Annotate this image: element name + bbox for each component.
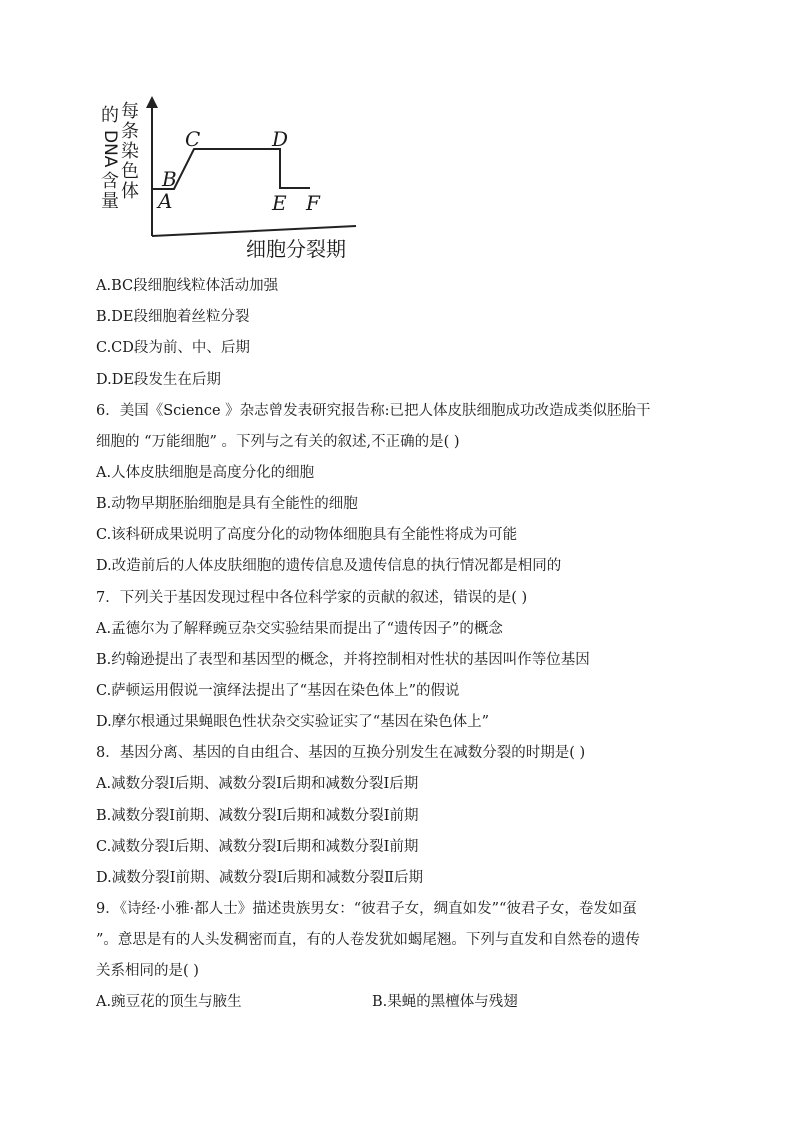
- y-label-char: 染: [121, 141, 139, 162]
- q7-option-d: D.摩尔根通过果蝇眼色性状杂交实验证实了“基因在染色体上”: [96, 714, 490, 730]
- q6-option-b: B.动物早期胚胎细胞是具有全能性的细胞: [96, 496, 358, 512]
- q6-option-a: A.人体皮肤细胞是高度分化的细胞: [96, 465, 315, 481]
- q9-stem-line3: 关系相同的是( ): [96, 963, 199, 979]
- q8-option-a: A.减数分裂Ⅰ后期、减数分裂Ⅰ后期和减数分裂Ⅰ后期: [96, 776, 419, 792]
- y-label-char: 的: [101, 105, 119, 126]
- point-a-label: A: [158, 189, 173, 213]
- q5-option-b: B.DE段细胞着丝粒分裂: [96, 309, 250, 325]
- q5-option-d: D.DE段发生在后期: [96, 372, 221, 388]
- y-label-char: DNA: [100, 130, 120, 168]
- q7-option-a: A.孟德尔为了解释豌豆杂交实验结果而提出了“遗传因子”的概念: [96, 621, 503, 637]
- x-axis: [152, 226, 356, 236]
- y-axis-label-col1: [100, 106, 120, 212]
- q7-option-c: C.萨顿运用假说一演绎法提出了“基因在染色体上”的假说: [96, 683, 460, 699]
- q8-option-c: C.减数分裂Ⅰ后期、减数分裂Ⅰ后期和减数分裂Ⅰ前期: [96, 839, 419, 855]
- q6-stem-line2: 细胞的 “万能细胞” 。下列与之有关的叙述,不正确的是( ): [96, 434, 460, 450]
- point-d-label: D: [272, 127, 289, 151]
- q6-stem-line1: 6．美国《Science 》杂志曾发表研究报告称:已把人体皮肤细胞成功改造成类似胚胎干: [96, 403, 651, 419]
- point-e-label: E: [272, 191, 287, 215]
- q6-option-c: C.该科研成果说明了高度分化的动物体细胞具有全能性将成为可能: [96, 527, 518, 543]
- point-f-label: F: [306, 191, 320, 215]
- q6-option-d: D.改造前后的人体皮肤细胞的遗传信息及遗传信息的执行情况都是相同的: [96, 558, 562, 574]
- dna-content-graph: [96, 96, 366, 266]
- point-c-label: C: [185, 127, 201, 151]
- q9-stem-line2: ”。意思是有的人头发稠密而直，有的人卷发犹如蝎尾翘。下列与直发和自然卷的遗传: [96, 932, 640, 948]
- q8-option-d: D.减数分裂Ⅰ前期、减数分裂Ⅰ后期和减数分裂Ⅱ后期: [96, 870, 424, 886]
- y-label-char: 色: [121, 161, 139, 182]
- y-axis-label-col2: [120, 102, 140, 202]
- x-axis-label: 细胞分裂期: [246, 237, 346, 261]
- q8-option-b: B.减数分裂Ⅰ前期、减数分裂Ⅰ后期和减数分裂Ⅰ前期: [96, 808, 419, 824]
- q7-stem: 7．下列关于基因发现过程中各位科学家的贡献的叙述，错误的是( ): [96, 590, 528, 606]
- y-label-char: 量: [101, 191, 119, 212]
- q5-option-c: C.CD段为前、中、后期: [96, 340, 250, 356]
- q5-option-a: A.BC段细胞线粒体活动加强: [96, 278, 279, 294]
- point-b-label: B: [162, 167, 177, 191]
- q9-stem-line1: 9．《诗经·小雅·都人士》描述贵族男女：“彼君子女，绸直如发”“彼君子女，卷发如虿: [96, 901, 637, 917]
- y-label-char: 含: [101, 171, 119, 192]
- q7-option-b: B.约翰逊提出了表型和基因型的概念，并将控制相对性状的基因叫作等位基因: [96, 652, 590, 668]
- q9-option-a: A.豌豆花的顶生与腋生: [96, 994, 242, 1010]
- y-label-char: 体: [121, 181, 139, 202]
- y-axis-arrow: [146, 96, 158, 108]
- y-label-char: 条: [121, 121, 139, 142]
- y-label-char: 每: [121, 101, 139, 122]
- q8-stem: 8．基因分离、基因的自由组合、基因的互换分别发生在减数分裂的时期是( ): [96, 745, 586, 761]
- q9-option-b: B.果蝇的黑檀体与残翅: [372, 994, 518, 1010]
